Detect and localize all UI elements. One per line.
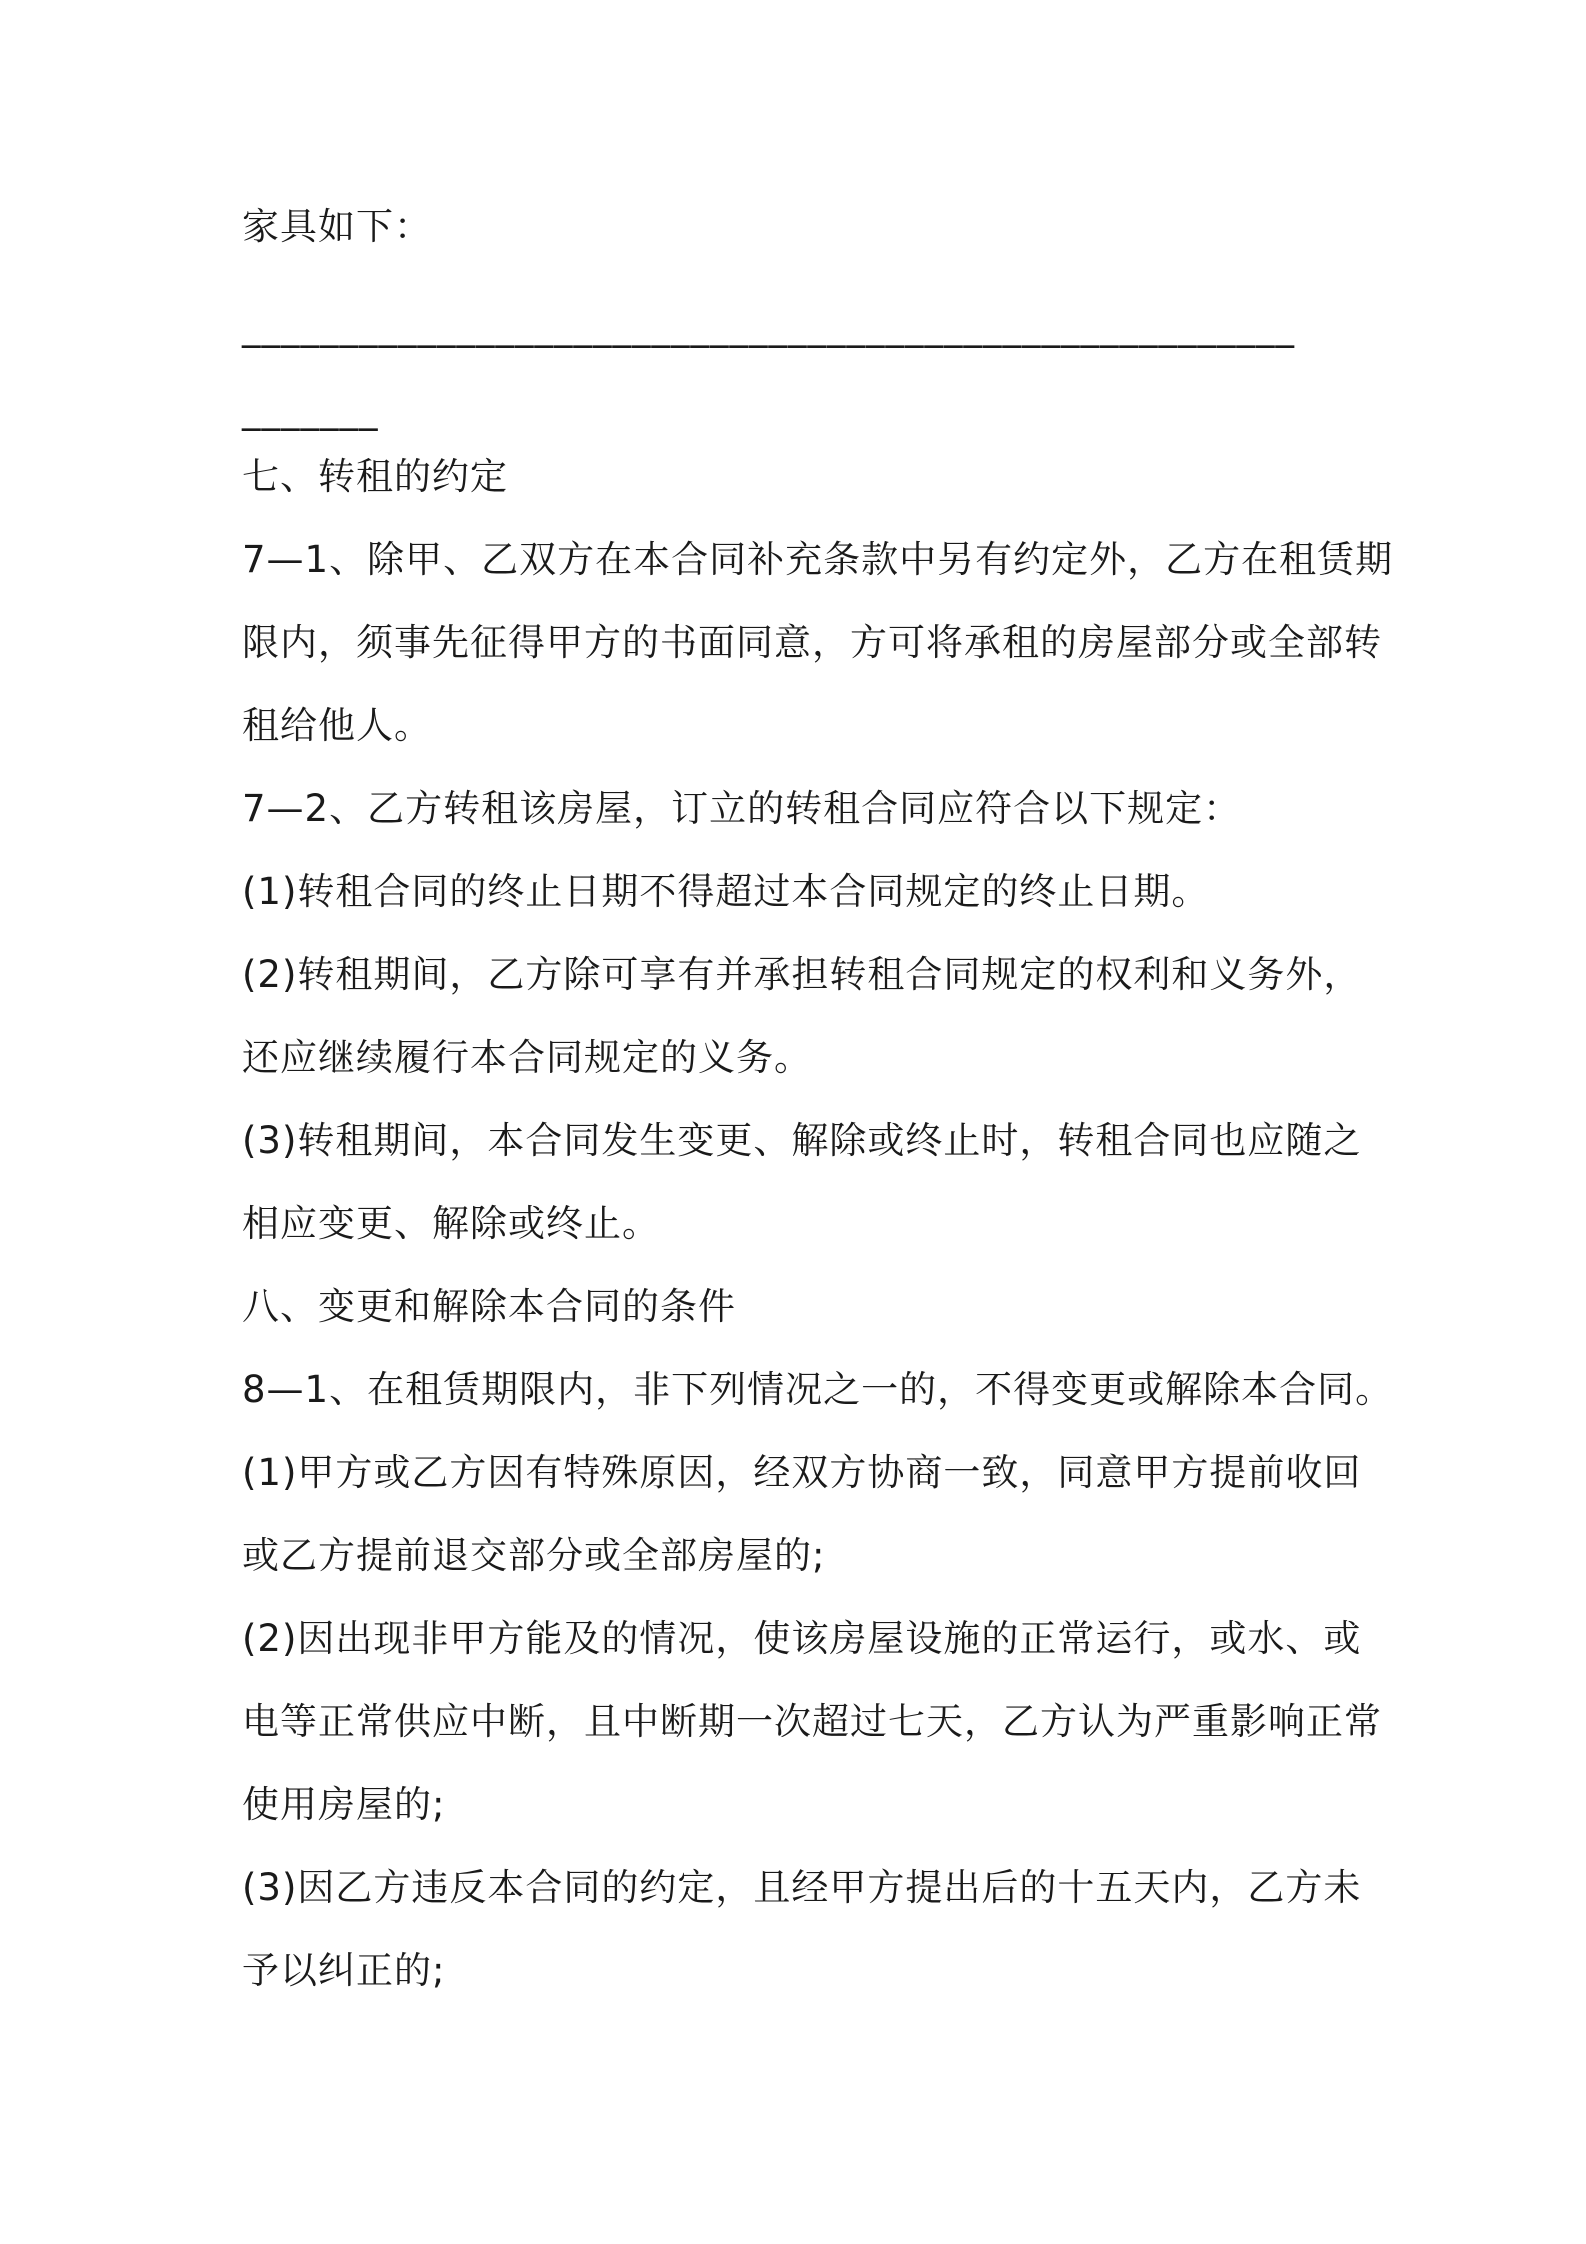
furniture-list-label: 家具如下： [242, 205, 432, 248]
paragraph-line: 予以纠正的; [242, 1949, 446, 1992]
blank-fill-line: _______ [242, 388, 379, 431]
section-heading: 八、变更和解除本合同的条件 [242, 1285, 736, 1328]
paragraph-line: 电等正常供应中断，且中断期一次超过七天，乙方认为严重影响正常 [242, 1700, 1382, 1743]
paragraph-line: 7—2、乙方转租该房屋，订立的转租合同应符合以下规定： [242, 787, 1242, 830]
paragraph-line: 还应继续履行本合同规定的义务。 [242, 1036, 812, 1079]
paragraph-line: (3)转租期间，本合同发生变更、解除或终止时，转租合同也应随之 [242, 1119, 1362, 1162]
paragraph-line: 相应变更、解除或终止。 [242, 1202, 660, 1245]
section-heading: 七、转租的约定 [242, 455, 508, 498]
paragraph-line: 或乙方提前退交部分或全部房屋的; [242, 1534, 826, 1577]
paragraph-line: 8—1、在租赁期限内，非下列情况之一的，不得变更或解除本合同。 [242, 1368, 1394, 1411]
blank-fill-line: ______________________________________________________ [242, 305, 1295, 348]
paragraph-line: 使用房屋的; [242, 1783, 446, 1826]
paragraph-line: (2)转租期间，乙方除可享有并承担转租合同规定的权利和义务外， [242, 953, 1362, 996]
paragraph-line: 限内，须事先征得甲方的书面同意，方可将承租的房屋部分或全部转 [242, 621, 1382, 664]
paragraph-line: (2)因出现非甲方能及的情况，使该房屋设施的正常运行，或水、或 [242, 1617, 1362, 1660]
paragraph-line: (1)转租合同的终止日期不得超过本合同规定的终止日期。 [242, 870, 1210, 913]
paragraph-line: (3)因乙方违反本合同的约定，且经甲方提出后的十五天内，乙方未 [242, 1866, 1362, 1909]
paragraph-line: 租给他人。 [242, 704, 432, 747]
paragraph-line: 7—1、除甲、乙双方在本合同补充条款中另有约定外，乙方在租赁期 [242, 538, 1394, 581]
paragraph-line: (1)甲方或乙方因有特殊原因，经双方协商一致，同意甲方提前收回 [242, 1451, 1362, 1494]
